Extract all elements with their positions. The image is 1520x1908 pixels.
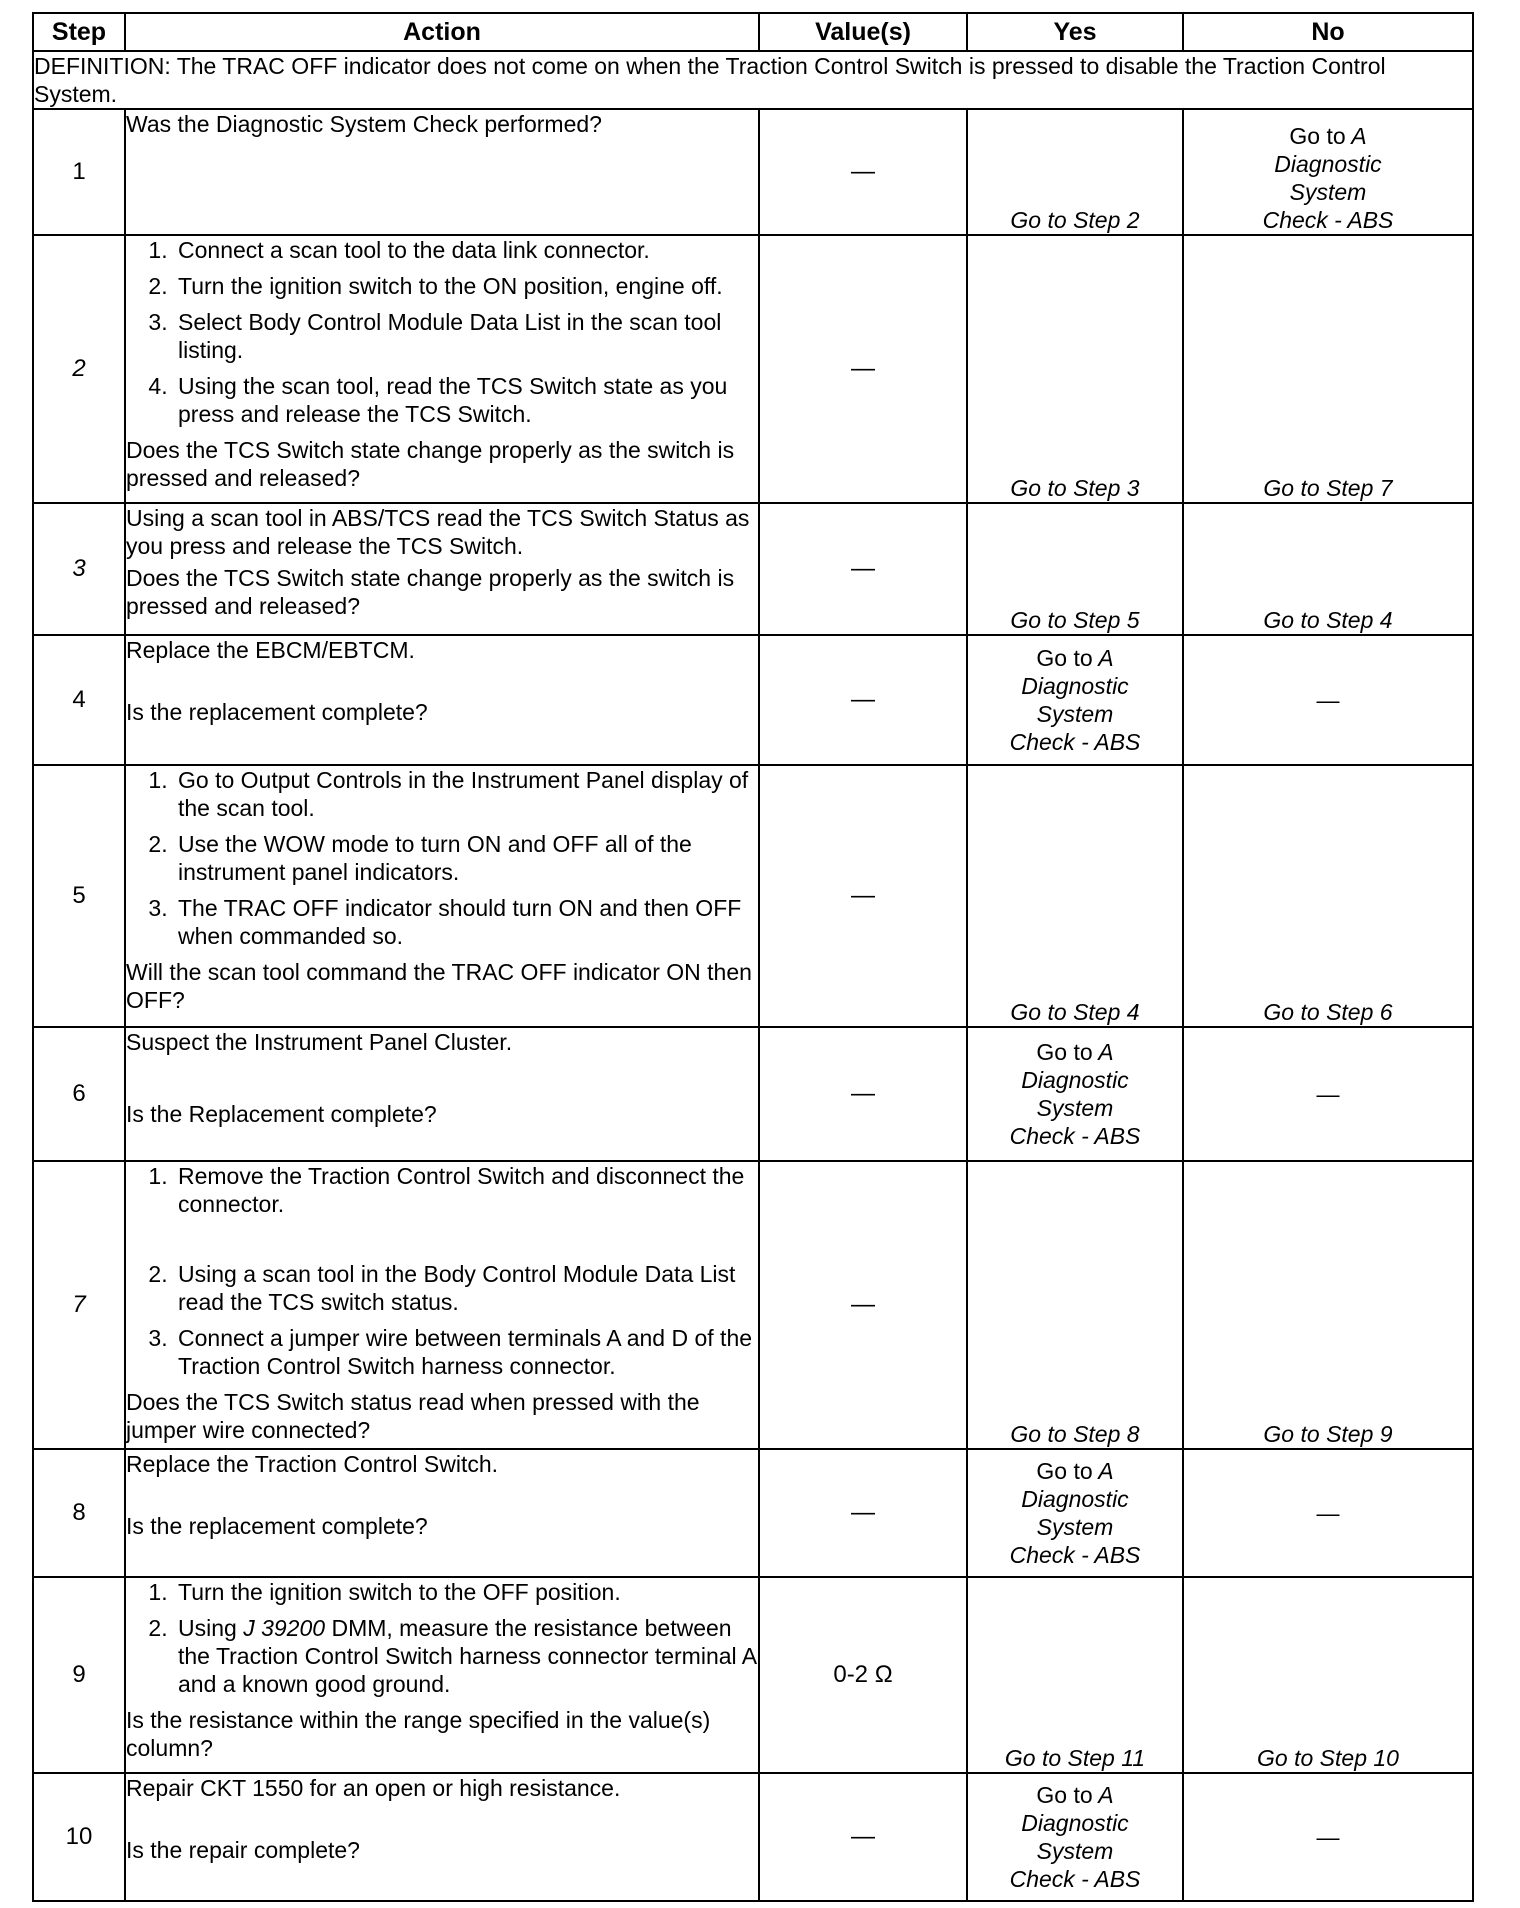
- table-row: [33, 1577, 1473, 1773]
- no-cell: [1183, 1161, 1473, 1449]
- goto-line2: Diagnostic: [1021, 1067, 1129, 1093]
- goto-line3: System: [1036, 701, 1114, 727]
- value-cell: —: [759, 765, 967, 1027]
- goto-line2: Diagnostic: [1021, 673, 1129, 699]
- goto-lead: Go to: [1289, 123, 1346, 149]
- diagnostic-table-sheet: [32, 12, 1472, 1902]
- yes-cell: [967, 1577, 1183, 1773]
- action-step: 2. Use the WOW mode to turn ON and OFF all of the instrument panel indicators.: [174, 830, 758, 886]
- spacer: [126, 1478, 758, 1512]
- action-text: Replace the EBCM/EBTCM.: [126, 637, 415, 663]
- step-text-pre: Using: [178, 1615, 237, 1641]
- value-cell: —: [759, 1027, 967, 1161]
- header-no: No: [1183, 13, 1473, 51]
- goto-link[interactable]: Go to Step 6: [1263, 999, 1393, 1025]
- goto-line2: Diagnostic: [1021, 1486, 1129, 1512]
- action-question: Does the TCS Switch state change properly as the switch is pressed and released?: [126, 565, 735, 619]
- goto-lead: Go to: [1036, 1458, 1093, 1484]
- no-cell: —: [1183, 1773, 1473, 1901]
- header-action: Action: [125, 13, 759, 51]
- value-cell: —: [759, 635, 967, 765]
- value-cell: —: [759, 503, 967, 635]
- no-cell: [1183, 1577, 1473, 1773]
- no-cell: [1183, 765, 1473, 1027]
- goto-line4: Check - ABS: [1009, 729, 1141, 755]
- goto-link[interactable]: Go to Step 5: [1010, 607, 1140, 633]
- table-row: [33, 635, 1473, 765]
- step-text-post: DMM, measure the resistance between the Traction Control Switch harness connector terminal A and a known good ground.: [178, 1615, 756, 1697]
- spacer: [126, 1056, 758, 1100]
- goto-line3: System: [1036, 1838, 1114, 1864]
- goto-link[interactable]: Go to Step 4: [1010, 999, 1140, 1025]
- goto-lead: Go to: [1036, 1039, 1093, 1065]
- action-step: 1. Go to Output Controls in the Instrument Panel display of the scan tool.: [174, 766, 758, 822]
- action-question: Is the resistance within the range specified in the value(s) column?: [126, 1707, 711, 1761]
- goto-line2: Diagnostic: [1021, 1810, 1129, 1836]
- action-question: Does the TCS Switch state change properly as the switch is pressed and released?: [126, 437, 735, 491]
- definition-text: DEFINITION: The TRAC OFF indicator does not come on when the Traction Control Switch is pressed to disable the Traction Control System.: [33, 51, 1473, 109]
- yes-cell: [967, 765, 1183, 1027]
- goto-abs-link[interactable]: [968, 644, 1182, 756]
- goto-lead: Go to: [1036, 645, 1093, 671]
- table-row: [33, 1027, 1473, 1161]
- definition-row: [33, 51, 1473, 109]
- action-text: Replace the Traction Control Switch.: [126, 1451, 499, 1477]
- step-number: 10: [33, 1773, 125, 1901]
- action-cell: [125, 109, 759, 235]
- action-steps-list: [126, 766, 758, 950]
- yes-cell: [967, 1773, 1183, 1901]
- no-cell: —: [1183, 635, 1473, 765]
- action-step: 1. Connect a scan tool to the data link connector.: [174, 236, 758, 264]
- goto-link[interactable]: Go to Step 2: [1010, 207, 1140, 233]
- action-text: Repair CKT 1550 for an open or high resistance.: [126, 1775, 621, 1801]
- yes-cell: [967, 1449, 1183, 1577]
- step-number: 7: [33, 1161, 125, 1449]
- table-row: [33, 503, 1473, 635]
- goto-line3: System: [1289, 179, 1367, 205]
- spacer: [126, 664, 758, 698]
- yes-cell: [967, 109, 1183, 235]
- goto-abs-link[interactable]: [1184, 122, 1472, 234]
- action-text: Using a scan tool in ABS/TCS read the TCS Switch Status as you press and release the TCS Switch.: [126, 505, 750, 559]
- header-step: Step: [33, 13, 125, 51]
- spacer: [126, 1802, 758, 1836]
- value-cell: —: [759, 235, 967, 503]
- action-cell: [125, 1577, 759, 1773]
- action-step: 3. The TRAC OFF indicator should turn ON and then OFF when commanded so.: [174, 894, 758, 950]
- table-row: [33, 1773, 1473, 1901]
- action-step: 2. Turn the ignition switch to the ON position, engine off.: [174, 272, 758, 300]
- goto-link[interactable]: Go to Step 11: [1004, 1745, 1146, 1771]
- goto-lead: Go to: [1036, 1782, 1093, 1808]
- value-cell: —: [759, 1773, 967, 1901]
- step-number: 1: [33, 109, 125, 235]
- step-number: 4: [33, 635, 125, 765]
- value-cell: —: [759, 109, 967, 235]
- goto-abs-link[interactable]: [968, 1457, 1182, 1569]
- action-steps-list: [126, 236, 758, 428]
- goto-abs-link[interactable]: [968, 1038, 1182, 1150]
- no-cell: —: [1183, 1449, 1473, 1577]
- action-cell: [125, 503, 759, 635]
- action-question: Is the replacement complete?: [126, 699, 428, 725]
- step-number: 8: [33, 1449, 125, 1577]
- goto-link[interactable]: Go to Step 3: [1010, 475, 1140, 501]
- action-question: Is the Replacement complete?: [126, 1101, 437, 1127]
- step-number: 9: [33, 1577, 125, 1773]
- goto-a: A: [1098, 1458, 1114, 1484]
- diagnostic-table: [32, 12, 1474, 1902]
- action-cell: [125, 635, 759, 765]
- goto-line4: Check - ABS: [1009, 1542, 1141, 1568]
- action-step: 2. Using a scan tool in the Body Control Module Data List read the TCS switch status.: [174, 1260, 758, 1316]
- table-row: [33, 1161, 1473, 1449]
- action-question: Is the repair complete?: [126, 1837, 360, 1863]
- goto-link[interactable]: Go to Step 10: [1257, 1745, 1399, 1771]
- action-question: Is the replacement complete?: [126, 1513, 428, 1539]
- header-values: Value(s): [759, 13, 967, 51]
- step-number: 2: [33, 235, 125, 503]
- table-row: [33, 765, 1473, 1027]
- action-text: Suspect the Instrument Panel Cluster.: [126, 1029, 513, 1055]
- action-question: Will the scan tool command the TRAC OFF indicator ON then OFF?: [126, 959, 752, 1013]
- no-cell: [1183, 109, 1473, 235]
- action-step: 4. Using the scan tool, read the TCS Switch state as you press and release the TCS Switch.: [174, 372, 758, 428]
- action-question: Does the TCS Switch status read when pressed with the jumper wire connected?: [126, 1389, 700, 1443]
- action-cell: [125, 1773, 759, 1901]
- step-number: 5: [33, 765, 125, 1027]
- table-row: [33, 109, 1473, 235]
- step-number: 3: [33, 503, 125, 635]
- value-cell: 0-2 Ω: [759, 1577, 967, 1773]
- action-cell: [125, 235, 759, 503]
- action-cell: [125, 1027, 759, 1161]
- header-row: [33, 13, 1473, 51]
- action-steps-list: [126, 1578, 758, 1698]
- action-step: 3. Connect a jumper wire between terminals A and D of the Traction Control Switch harness connector.: [174, 1324, 758, 1380]
- goto-line3: System: [1036, 1514, 1114, 1540]
- goto-a: A: [1098, 1782, 1114, 1808]
- value-cell: —: [759, 1449, 967, 1577]
- action-step: 1. Turn the ignition switch to the OFF position.: [174, 1578, 758, 1606]
- goto-abs-link[interactable]: [968, 1781, 1182, 1893]
- action-steps-list: [126, 1162, 758, 1380]
- goto-link[interactable]: Go to Step 4: [1263, 607, 1393, 633]
- goto-line4: Check - ABS: [1262, 207, 1394, 233]
- header-yes: Yes: [967, 13, 1183, 51]
- goto-line4: Check - ABS: [1009, 1866, 1141, 1892]
- yes-cell: [967, 235, 1183, 503]
- step-number: 6: [33, 1027, 125, 1161]
- tool-number: J 39200: [243, 1615, 326, 1641]
- goto-a: A: [1098, 1039, 1114, 1065]
- no-cell: [1183, 503, 1473, 635]
- action-cell: [125, 765, 759, 1027]
- goto-a: A: [1098, 645, 1114, 671]
- goto-a: A: [1351, 123, 1367, 149]
- action-question: Was the Diagnostic System Check performed?: [126, 111, 602, 137]
- table-row: [33, 1449, 1473, 1577]
- yes-cell: [967, 503, 1183, 635]
- table-row: [33, 235, 1473, 503]
- goto-link[interactable]: Go to Step 8: [1010, 1421, 1140, 1447]
- value-cell: —: [759, 1161, 967, 1449]
- yes-cell: [967, 635, 1183, 765]
- action-step: 3. Select Body Control Module Data List in the scan tool listing.: [174, 308, 758, 364]
- action-cell: [125, 1449, 759, 1577]
- yes-cell: [967, 1027, 1183, 1161]
- goto-link[interactable]: Go to Step 9: [1263, 1421, 1393, 1447]
- no-cell: —: [1183, 1027, 1473, 1161]
- action-step: [174, 1614, 758, 1698]
- action-step: 1. Remove the Traction Control Switch and disconnect the connector.: [174, 1162, 758, 1218]
- yes-cell: [967, 1161, 1183, 1449]
- goto-line3: System: [1036, 1095, 1114, 1121]
- goto-link[interactable]: Go to Step 7: [1263, 475, 1393, 501]
- no-cell: [1183, 235, 1473, 503]
- goto-line2: Diagnostic: [1274, 151, 1382, 177]
- action-cell: [125, 1161, 759, 1449]
- goto-line4: Check - ABS: [1009, 1123, 1141, 1149]
